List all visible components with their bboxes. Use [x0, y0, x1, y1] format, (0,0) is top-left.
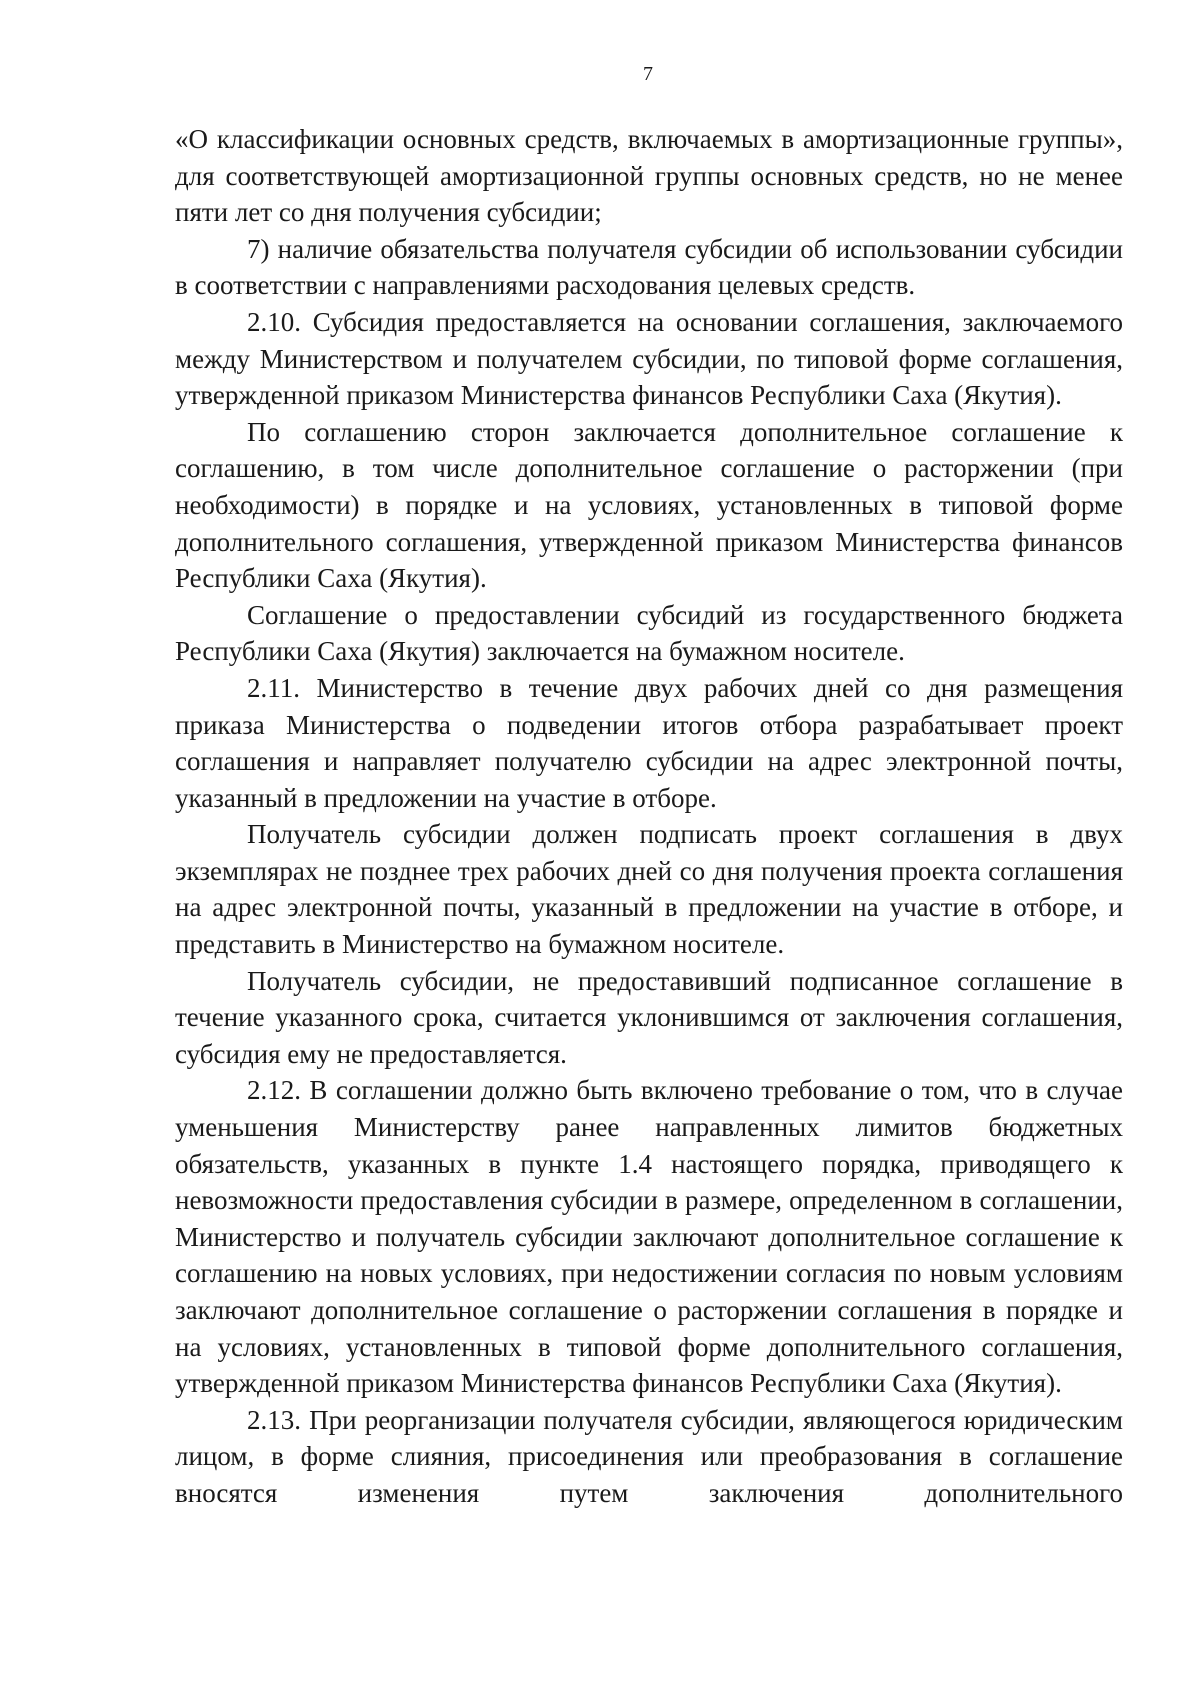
paragraph-item-7: 7) наличие обязательства получателя субсидии об использовании субсидии в соответствии с направлениями расходования целевых средств. — [175, 233, 1123, 301]
paragraph-additional-agreement: По соглашению сторон заключается дополнительное соглашение к соглашению, в том числе дополнительное соглашение о расторжении (при необходимости) в порядке и на условиях, установленных в типовой форме дополнительного соглашения, утвержденной приказом Министерства финансов Республики Саха (Якутия). — [175, 416, 1123, 594]
paragraph-2-10: 2.10. Субсидия предоставляется на основании соглашения, заключаемого между Министерством и получателем субсидии, по типовой форме соглашения, утвержденной приказом Министерства финансов Республики Саха (Якутия). — [175, 306, 1123, 411]
paragraph-signing: Получатель субсидии должен подписать проект соглашения в двух экземплярах не позднее трех рабочих дней со дня получения проекта соглашения на адрес электронной почты, указанный в предложении на участие в отборе, и представить в Министерство на бумажном носителе. — [175, 819, 1123, 960]
paragraph-2-11: 2.11. Министерство в течение двух рабочих дней со дня размещения приказа Министерства о подведении итогов отбора разрабатывает проект соглашения и направляет получателю субсидии на адрес электронной почты, указанный в предложении на участие в отборе. — [175, 672, 1123, 813]
paragraph-continuation: «О классификации основных средств, включаемых в амортизационные группы», для соответствующей амортизационной группы основных средств, но не менее пяти лет со дня получения субсидии; — [175, 124, 1123, 228]
paragraph-2-12: 2.12. В соглашении должно быть включено требование о том, что в случае уменьшения Министерству ранее направленных лимитов бюджетных обязательств, указанных в пункте 1.4 настоящего порядка, приводящего к невозможности предоставления субсидии в размере, определенном в соглашении, Министерство и получатель субсидии заключают дополнительное соглашение к соглашению на новых условиях, при недостижении согласия по новым условиям заключают дополнительное соглашение о расторжении соглашения в порядке и на условиях, установленных в типовой форме дополнительного соглашения, утвержденной приказом Министерства финансов Республики Саха (Якутия). — [175, 1075, 1123, 1399]
paragraph-evasion: Получатель субсидии, не предоставивший подписанное соглашение в течение указанного срока, считается уклонившимся от заключения соглашения, субсидия ему не предоставляется. — [175, 965, 1123, 1069]
document-body — [175, 121, 1123, 1512]
paragraph-paper-agreement: Соглашение о предоставлении субсидий из государственного бюджета Республики Саха (Якутия) заключается на бумажном носителе. — [175, 599, 1123, 667]
page-number: 7 — [643, 63, 653, 85]
paragraph-2-13: 2.13. При реорганизации получателя субсидии, являющегося юридическим лицом, в форме слияния, присоединения или преобразования в соглашение вносятся изменения путем заключения дополнительного — [175, 1404, 1123, 1508]
